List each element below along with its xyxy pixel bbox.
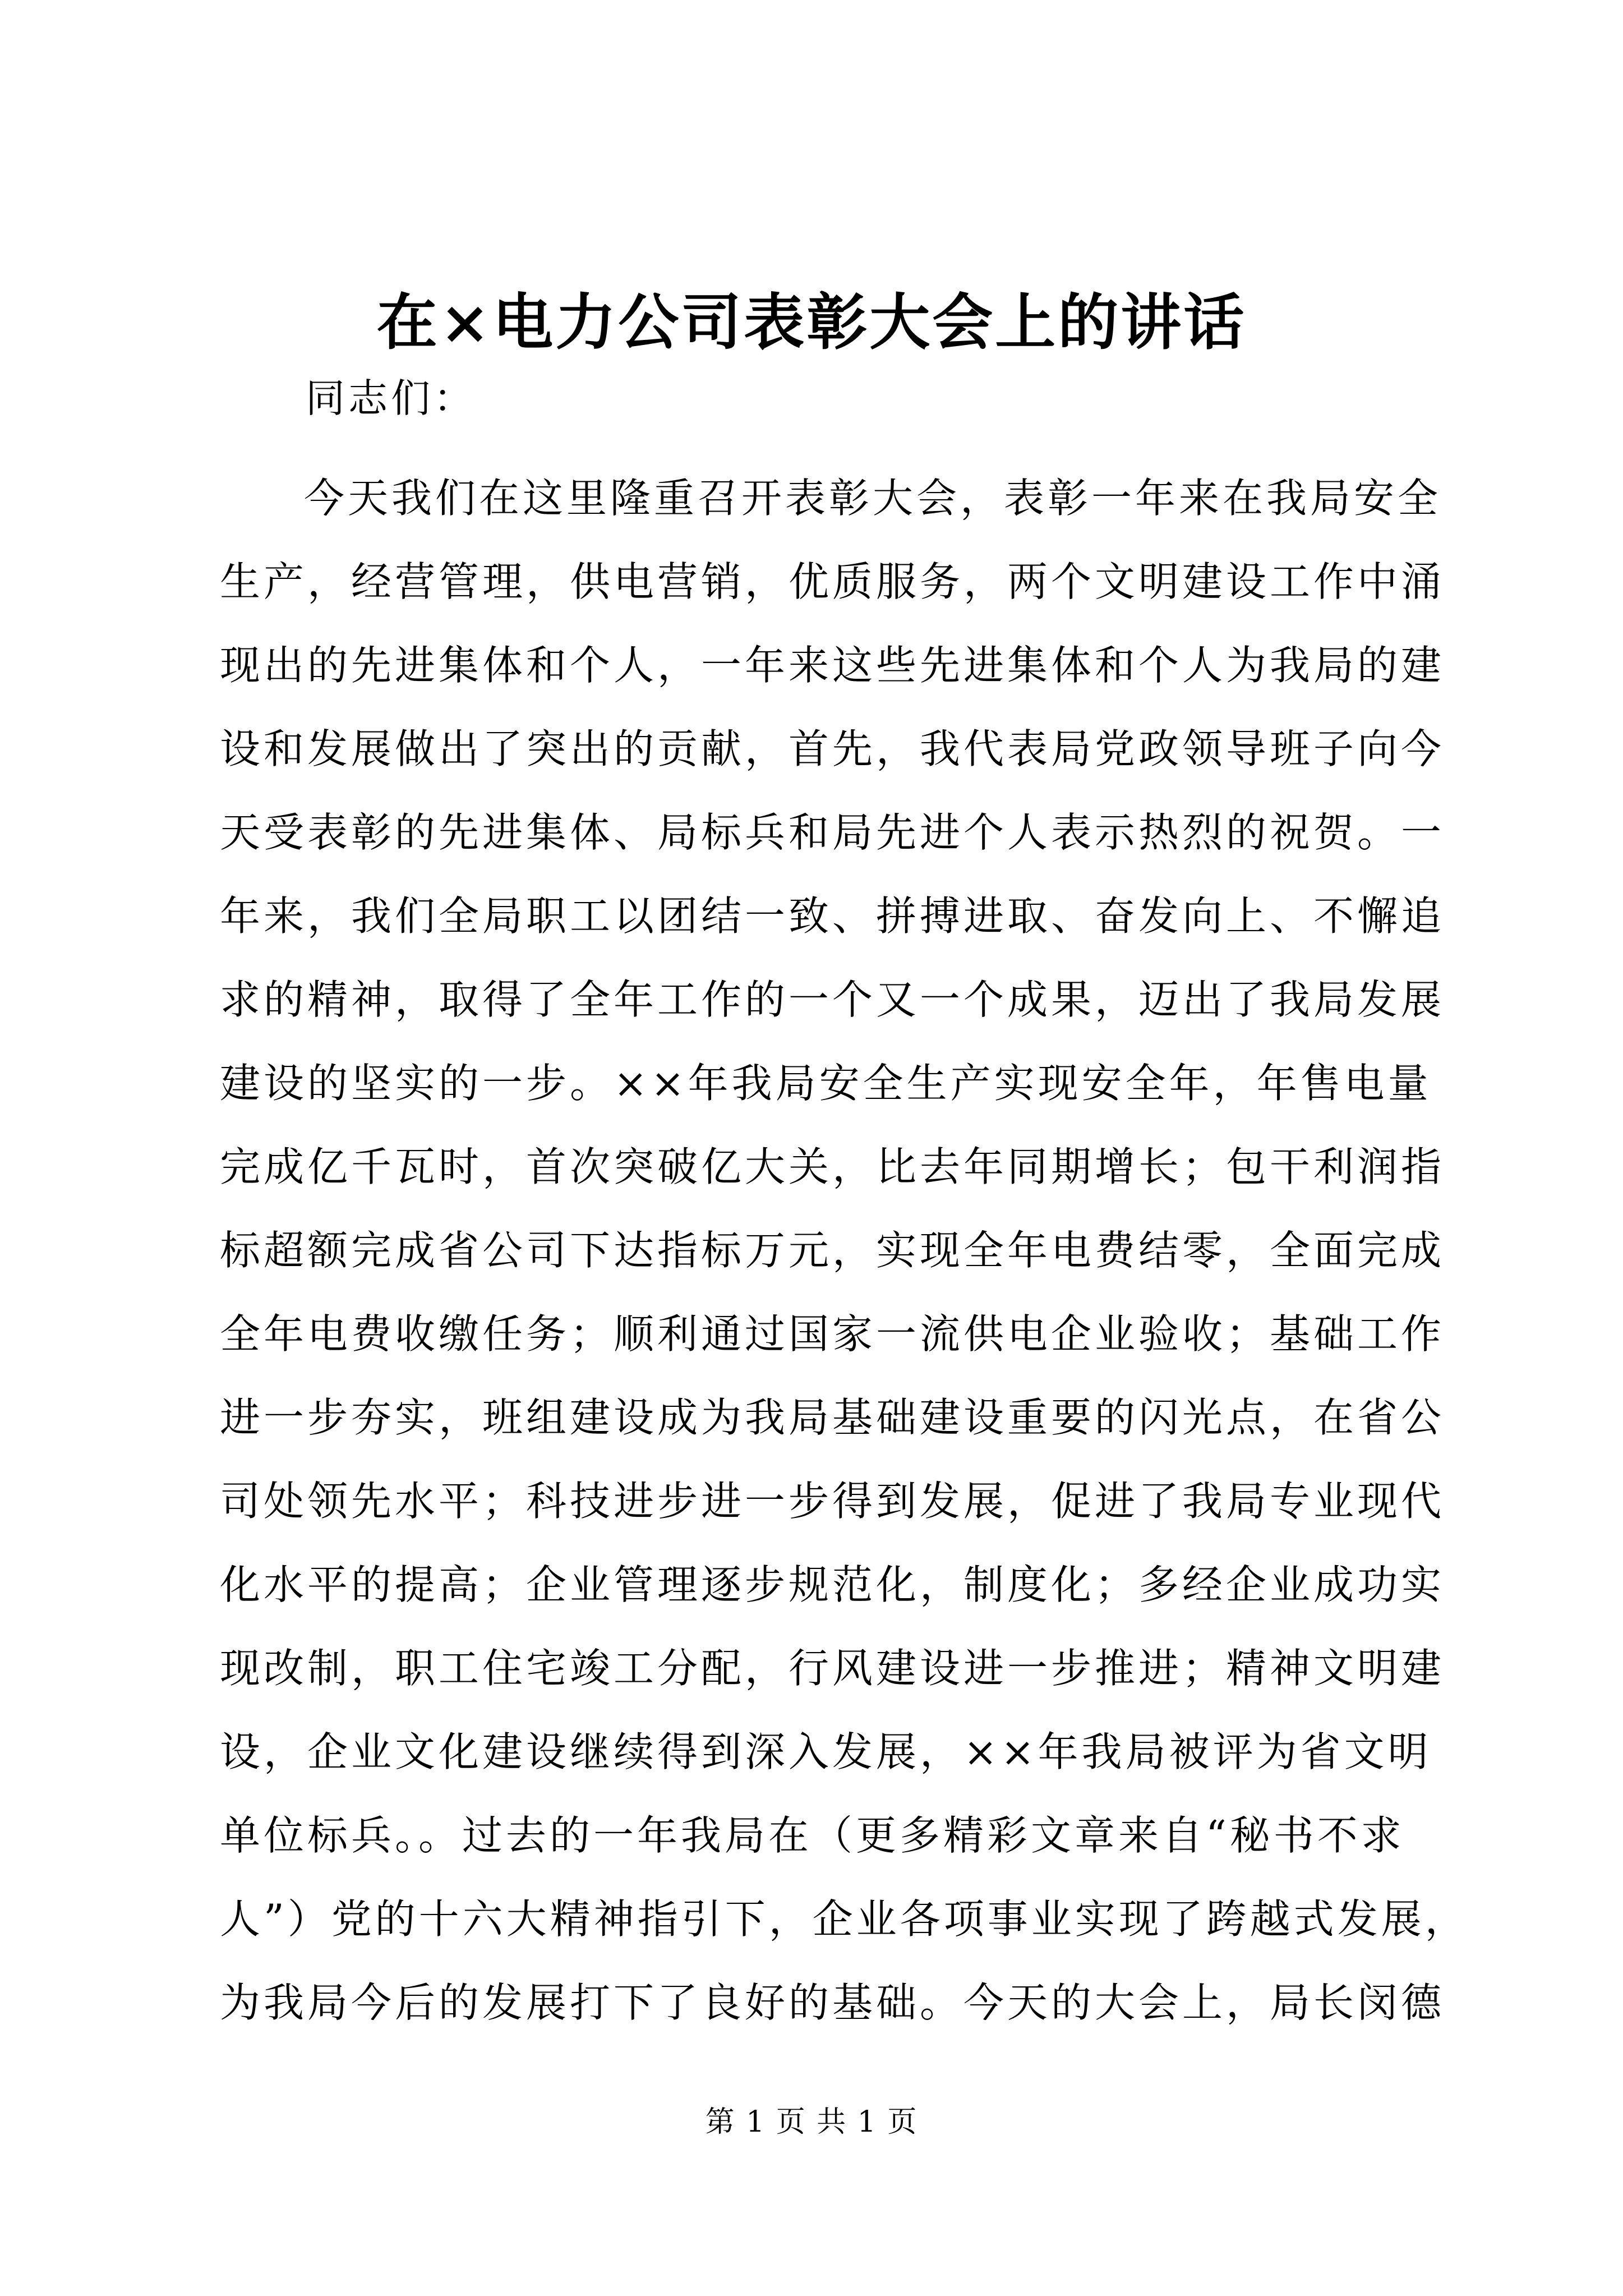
text-line: 天受表彰的先进集体、局标兵和局先进个人表示热烈的祝贺。一	[220, 809, 1445, 856]
text-line: 司处领先水平；科技进步进一步得到发展，促进了我局专业现代	[220, 1478, 1445, 1525]
text-line: 设，企业文化建设继续得到深入发展，××年我局被评为省文明	[220, 1728, 1432, 1775]
body-text	[220, 470, 1469, 2058]
text-line: 为我局今后的发展打下了良好的基础。今天的大会上，局长闵德	[220, 1979, 1445, 2026]
text-line: 生产，经营管理，供电营销，优质服务，两个文明建设工作中涌	[220, 558, 1445, 605]
text-line: 标超额完成省公司下达指标万元，实现全年电费结零，全面完成	[220, 1227, 1445, 1274]
text-line: 进一步夯实，班组建设成为我局基础建设重要的闪光点，在省公	[220, 1394, 1445, 1441]
text-line: 年来，我们全局职工以团结一致、拼搏进取、奋发向上、不懈追	[220, 892, 1445, 940]
text-line: 人”）党的十六大精神指引下，企业各项事业实现了跨越式发展，	[220, 1895, 1469, 1943]
salutation: 同志们：	[306, 375, 476, 421]
text-line: 建设的坚实的一步。××年我局安全生产实现安全年，年售电量	[220, 1060, 1432, 1107]
document-title: 在×电力公司表彰大会上的讲话	[376, 287, 1247, 358]
text-line: 单位标兵。。过去的一年我局在（更多精彩文章来自“秘书不求	[220, 1812, 1405, 1859]
text-line: 求的精神，取得了全年工作的一个又一个成果，迈出了我局发展	[220, 976, 1445, 1023]
text-line: 现改制，职工住宅竣工分配，行风建设进一步推进；精神文明建	[220, 1645, 1445, 1692]
text-line: 全年电费收缴任务；顺利通过国家一流供电企业验收；基础工作	[220, 1310, 1445, 1358]
text-line: 设和发展做出了突出的贡献，首先，我代表局党政领导班子向今	[220, 725, 1445, 772]
text-line: 现出的先进集体和个人，一年来这些先进集体和个人为我局的建	[220, 642, 1445, 689]
text-line: 化水平的提高；企业管理逐步规范化，制度化；多经企业成功实	[220, 1561, 1445, 1608]
page-footer: 第 1 页 共 1 页	[705, 2105, 918, 2139]
text-line: 完成亿千瓦时，首次突破亿大关，比去年同期增长；包干利润指	[220, 1143, 1445, 1190]
text-line: 今天我们在这里隆重召开表彰大会，表彰一年来在我局安全	[304, 475, 1442, 522]
